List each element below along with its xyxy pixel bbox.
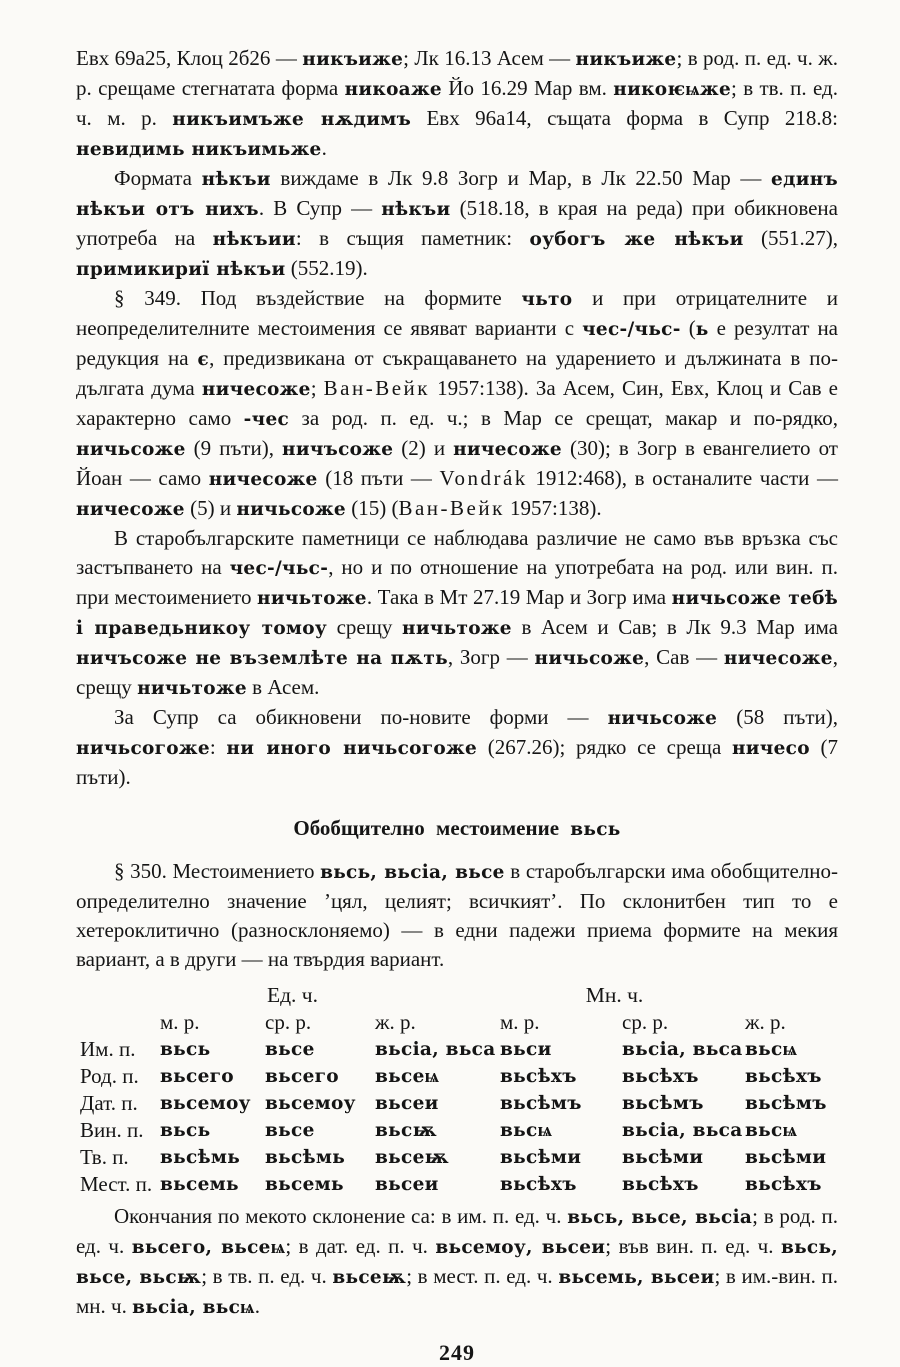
declension-table bbox=[76, 982, 866, 1198]
declension-form: вьсѣхъ bbox=[622, 1174, 699, 1195]
paragraph-case-difference bbox=[76, 524, 838, 703]
declension-form: вьсіа, вьса bbox=[375, 1039, 496, 1060]
ocs-word: ничьсогоже bbox=[76, 738, 210, 759]
body-text: , Зогр — bbox=[447, 645, 535, 669]
column-header-gender: ж. р. bbox=[745, 1010, 786, 1034]
ocs-word: вьсемоу, вьсеи bbox=[435, 1237, 606, 1258]
body-text: ; Лк 16.13 Асем — bbox=[403, 46, 576, 70]
paragraph-suprasliensis bbox=[76, 703, 838, 792]
body-text: (7 пъти). bbox=[76, 735, 838, 789]
ocs-word: нѣкъи bbox=[201, 169, 271, 190]
body-text: Евх 96а14, същата форма в Супр 218.8: bbox=[411, 106, 838, 130]
body-text: (30); в Зогр в евангелието от Йоан — само bbox=[76, 436, 838, 490]
declension-form: вьсѣхъ bbox=[500, 1174, 577, 1195]
body-text: , срещу bbox=[76, 645, 838, 699]
declension-form: вьсемоу bbox=[160, 1093, 251, 1114]
ocs-word: ничесоже bbox=[723, 648, 833, 669]
ocs-word: никоаже bbox=[344, 79, 442, 100]
ocs-word: ничесо bbox=[731, 738, 810, 759]
ocs-word: вьсеѭ bbox=[332, 1267, 407, 1288]
ocs-word: вьсь, вьсе, вьсіа bbox=[567, 1207, 753, 1228]
ocs-word: ь bbox=[695, 319, 709, 340]
ocs-word: вьсь, вьсе, вьсѭ bbox=[76, 1237, 839, 1288]
case-label: Вин. п. bbox=[80, 1118, 144, 1142]
ocs-word: нѣкъии bbox=[212, 229, 296, 250]
body-text: ; в им.-вин. п. мн. ч. bbox=[76, 1264, 839, 1318]
body-text: (9 пъти), bbox=[185, 436, 282, 460]
declension-form: вьсѣмь bbox=[265, 1147, 346, 1168]
body-text: . Така в Мт 27.19 Мар и Зогр има bbox=[366, 585, 672, 609]
body-text: в Асем и Сав; в Лк 9.3 Мар има bbox=[511, 615, 839, 639]
ocs-word: нѣкъи bbox=[381, 199, 451, 220]
declension-form: вьсего bbox=[265, 1066, 339, 1087]
body-text: За Супр са обикновени по-новите форми — bbox=[114, 705, 608, 729]
body-text: . bbox=[321, 136, 327, 160]
ocs-word: оубогъ же нѣкъи bbox=[529, 229, 744, 250]
ocs-word: вьсь, вьсіа, вьсе bbox=[320, 862, 505, 883]
declension-form: вьсь bbox=[160, 1120, 211, 1141]
case-label: Тв. п. bbox=[80, 1145, 129, 1169]
column-header-gender: ж. р. bbox=[375, 1010, 416, 1034]
declension-form: вьсѣмъ bbox=[500, 1093, 582, 1114]
ocs-word: чьто bbox=[521, 289, 573, 310]
ocs-word: ничьтоже bbox=[137, 678, 247, 699]
declension-form: вьсѣхъ bbox=[500, 1066, 577, 1087]
declension-form: вьсе bbox=[265, 1039, 315, 1060]
paragraph-nekyi-forms bbox=[76, 164, 838, 284]
declension-form: вьсеѭ bbox=[375, 1147, 449, 1168]
declension-form: вьсѣми bbox=[500, 1147, 582, 1168]
paragraph-continuation bbox=[76, 44, 838, 164]
declension-form: вьсѣхъ bbox=[622, 1066, 699, 1087]
declension-form: вьсь bbox=[160, 1039, 211, 1060]
spaced-author-name: Ван-Вейк bbox=[398, 496, 505, 520]
ocs-word: вьсіа, вьсѩ bbox=[132, 1297, 255, 1318]
spaced-author-name: Vondrák bbox=[439, 466, 528, 490]
declension-form: вьсѣми bbox=[745, 1147, 827, 1168]
column-header-gender: ср. р. bbox=[265, 1010, 312, 1034]
ocs-word: чес-/чьс- bbox=[229, 558, 329, 579]
body-text: е резултат на редукция на bbox=[76, 316, 839, 370]
body-text: В старобългарските паметници се наблюдава различие не само във връзка със застъпването на bbox=[76, 526, 838, 579]
body-text: : bbox=[209, 735, 227, 759]
body-text: Окончания по мекото склонение са: в им. п. ед. ч. bbox=[114, 1204, 568, 1228]
table-corner-spacer bbox=[76, 982, 160, 1009]
body-text: ; в род. п. ед. ч. ж. р. срещаме стегнатата форма bbox=[76, 46, 838, 100]
body-text: Обобщително местоимение bbox=[293, 816, 571, 840]
ocs-word: ничьтоже bbox=[402, 618, 512, 639]
body-text: ; в тв. п. ед. ч. м. р. bbox=[76, 76, 838, 130]
declension-form: вьсе bbox=[265, 1120, 315, 1141]
ocs-word: невидимь никъимьже bbox=[76, 139, 322, 160]
body-text: (2) и bbox=[393, 436, 454, 460]
ocs-word: ничесоже bbox=[208, 469, 318, 490]
ocs-word: ничьсоже bbox=[607, 708, 718, 729]
ocs-word: никоѥѩже bbox=[613, 79, 731, 100]
group-header-singular: Ед. ч. bbox=[266, 983, 318, 1007]
ocs-word: чес-/чьс- bbox=[582, 319, 681, 340]
ocs-word: ничьсоже bbox=[76, 439, 186, 460]
declension-form: вьсемь bbox=[265, 1174, 344, 1195]
ocs-word: вьсего, вьсеѩ bbox=[131, 1237, 286, 1258]
declension-form: вьсѩ bbox=[745, 1039, 798, 1060]
ocs-word: ничесоже bbox=[453, 439, 562, 460]
body-text: , но и по отношение на употребата на род. или вин. п. при местоимението bbox=[76, 555, 838, 609]
body-text: Формата bbox=[114, 166, 202, 190]
ocs-word: единъ нѣкъи отъ нихъ bbox=[76, 169, 838, 220]
declension-form: вьсѣмъ bbox=[622, 1093, 704, 1114]
body-text: (552.19). bbox=[285, 256, 368, 280]
ocs-word: вьсь bbox=[570, 819, 621, 840]
body-text: . bbox=[254, 1294, 260, 1318]
column-header-gender: ср. р. bbox=[622, 1010, 669, 1034]
ocs-word: примикириї нѣкъи bbox=[76, 259, 286, 280]
body-text: 1957:138). За Асем, Син, Евх, Клоц и Сав е характерно само bbox=[76, 376, 838, 430]
body-text: виждаме в Лк 9.8 Зогр и Мар, в Лк 22.50 Мар — bbox=[270, 166, 772, 190]
declension-form: вьсіа, вьса bbox=[622, 1039, 743, 1060]
declension-form: вьсемь bbox=[160, 1174, 239, 1195]
page-number: 249 bbox=[439, 1340, 475, 1365]
ocs-word: ничесоже bbox=[76, 499, 185, 520]
declension-form: вьсѣми bbox=[622, 1147, 704, 1168]
spaced-author-name: Ван-Вейк bbox=[323, 376, 430, 400]
body-text: (5) и bbox=[184, 496, 237, 520]
body-text: Йо 16.29 Мар вм. bbox=[441, 76, 614, 100]
body-text: Евх 69а25, Клоц 2б26 — bbox=[76, 46, 303, 70]
case-label: Им. п. bbox=[80, 1037, 136, 1061]
ocs-word: ничесоже bbox=[201, 379, 311, 400]
case-label: Род. п. bbox=[80, 1064, 139, 1088]
body-text: (551.27), bbox=[743, 226, 838, 250]
declension-form: вьсѭ bbox=[375, 1120, 437, 1141]
body-text: ; bbox=[310, 376, 324, 400]
body-text: , предизвикана от съкращаването на ударението и дължината в по-дългата дума bbox=[76, 346, 838, 400]
declension-form: вьсѣхъ bbox=[745, 1066, 822, 1087]
ocs-word: ничьтоже bbox=[257, 588, 367, 609]
body-text: ; в дат. ед. п. ч. bbox=[285, 1234, 436, 1258]
ocs-word: ничьсоже bbox=[236, 499, 346, 520]
body-text: срещу bbox=[327, 615, 403, 639]
declension-form: вьси bbox=[500, 1039, 552, 1060]
body-text: 1912:468), в останалите части — bbox=[527, 466, 839, 490]
ocs-word: є bbox=[197, 349, 210, 370]
ocs-word: ничъсоже bbox=[282, 439, 394, 460]
body-text: ; в тв. п. ед. ч. bbox=[201, 1264, 333, 1288]
body-text: (267.26); рядко се среща bbox=[477, 735, 732, 759]
ocs-word: ничъсоже не въземлѣте на пѫть bbox=[76, 648, 448, 669]
group-header-plural: Мн. ч. bbox=[585, 983, 644, 1007]
body-text: ; в мест. п. ед. ч. bbox=[406, 1264, 559, 1288]
declension-form: вьсѩ bbox=[500, 1120, 553, 1141]
body-text: , Сав — bbox=[644, 645, 724, 669]
body-text: (518.18, в края на реда) при обикновена употреба на bbox=[76, 196, 838, 250]
body-text: и при отрицателните и неопределителните местоимения се явяват варианти с bbox=[76, 286, 838, 340]
ocs-word: ни иного ничьсогоже bbox=[226, 738, 478, 759]
ocs-word: никъиже bbox=[302, 49, 404, 70]
body-text: (58 пъти), bbox=[717, 705, 839, 729]
declension-form: вьсего bbox=[160, 1066, 234, 1087]
declension-form: вьсеѩ bbox=[375, 1066, 440, 1087]
ocs-word: -чес bbox=[243, 409, 290, 430]
body-text: в старобългарски има обобщително-определително значение ’цял, целият; всичкият’. По склонитбен тип то е хетероклитично (разносклоняемо) — в едни падежи приема формите на мекия вариант, а в други — на твърдия вариант. bbox=[76, 859, 838, 971]
body-text: § 350. Местоимението bbox=[114, 859, 321, 883]
body-text: 1957:138). bbox=[504, 496, 602, 520]
body-text: за род. п. ед. ч.; в Мар се срещат, макар и по-рядко, bbox=[289, 406, 838, 430]
body-text: в Асем. bbox=[246, 675, 320, 699]
section-heading bbox=[76, 814, 838, 844]
ocs-word: никъиже bbox=[575, 49, 677, 70]
body-text: § 349. Под въздействие на формите bbox=[114, 286, 522, 310]
column-header-gender: м. р. bbox=[500, 1010, 540, 1034]
ocs-word: вьсемь, вьсеи bbox=[558, 1267, 715, 1288]
declension-form: вьсеи bbox=[375, 1093, 439, 1114]
declension-form: вьсѣмь bbox=[160, 1147, 241, 1168]
case-label: Дат. п. bbox=[80, 1091, 138, 1115]
body-text: (15) ( bbox=[345, 496, 399, 520]
paragraph-section-349 bbox=[76, 284, 838, 524]
declension-form: вьсѣхъ bbox=[745, 1174, 822, 1195]
body-text: ; в род. п. ед. ч. bbox=[76, 1204, 838, 1258]
ocs-word: ничьсоже bbox=[534, 648, 645, 669]
body-text: : в същия паметник: bbox=[295, 226, 530, 250]
declension-form: вьсемоу bbox=[265, 1093, 356, 1114]
paragraph-soft-endings bbox=[76, 1202, 838, 1322]
declension-form: вьсіа, вьса bbox=[622, 1120, 743, 1141]
body-text: (18 пъти — bbox=[317, 466, 440, 490]
page-content bbox=[76, 0, 838, 1367]
column-header-gender: м. р. bbox=[160, 1010, 200, 1034]
declension-form: вьсѩ bbox=[745, 1120, 798, 1141]
ocs-word: никъимъже нѫдимъ bbox=[172, 109, 412, 130]
paragraph-section-350 bbox=[76, 857, 838, 974]
body-text: ( bbox=[680, 316, 696, 340]
body-text: . В Супр — bbox=[258, 196, 382, 220]
declension-form: вьсѣмъ bbox=[745, 1093, 827, 1114]
ocs-word: ничьсоже тебѣ і праведьникоу томоу bbox=[76, 588, 839, 639]
declension-form: вьсеи bbox=[375, 1174, 439, 1195]
body-text: ; във вин. п. ед. ч. bbox=[605, 1234, 781, 1258]
case-label: Мест. п. bbox=[80, 1172, 153, 1196]
